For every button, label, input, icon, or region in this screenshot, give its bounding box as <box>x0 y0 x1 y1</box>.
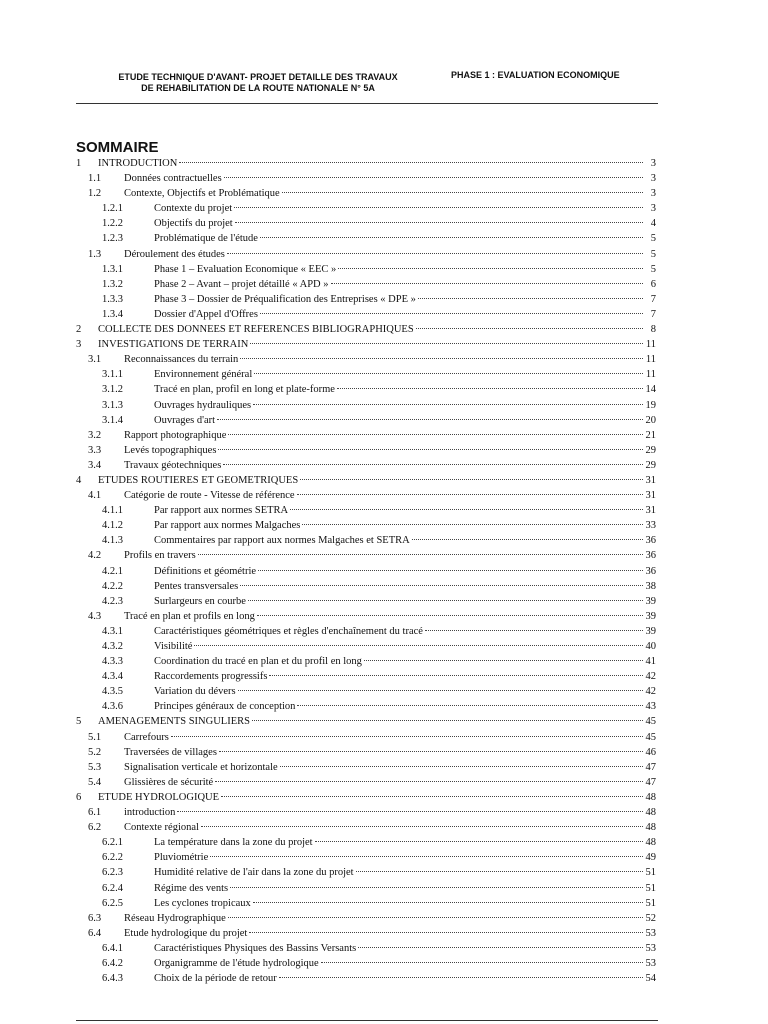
dot-leader <box>240 357 643 359</box>
toc-entry-label: ETUDES ROUTIERES ET GEOMETRIQUES <box>98 474 299 486</box>
toc-entry[interactable] <box>74 398 656 413</box>
toc-entry-number: 4 <box>76 474 82 486</box>
toc-entry[interactable] <box>74 624 656 639</box>
toc-entry-page: 53 <box>645 942 656 954</box>
toc-entry[interactable] <box>74 745 656 760</box>
dot-leader <box>194 644 643 646</box>
toc-entry[interactable] <box>74 820 656 835</box>
toc-entry-label: ETUDE HYDROLOGIQUE <box>98 791 220 803</box>
dot-leader <box>257 614 643 616</box>
toc-entry-number: 6 <box>76 791 82 803</box>
toc-entry[interactable] <box>74 699 656 714</box>
dot-leader <box>253 901 643 903</box>
toc-entry-label: Choix de la période de retour <box>154 973 277 985</box>
toc-entry-page: 45 <box>645 731 656 743</box>
toc-entry-label: Reconnaissances du terrain <box>124 354 239 366</box>
toc-entry-page: 48 <box>645 837 656 849</box>
toc-entry[interactable] <box>74 669 656 684</box>
header-rule <box>76 103 658 104</box>
toc-entry-page: 3 <box>650 188 656 200</box>
dot-leader <box>238 689 643 691</box>
toc-entry[interactable] <box>74 594 656 609</box>
toc-entry-label: INTRODUCTION <box>98 158 178 169</box>
toc-entry-page: 31 <box>645 474 656 486</box>
toc-entry-page: 46 <box>645 746 656 758</box>
toc-entry[interactable] <box>74 911 656 926</box>
dot-leader <box>230 886 643 888</box>
dot-leader <box>217 418 643 420</box>
toc-entry-label: Problématique de l'étude <box>154 233 258 245</box>
toc-entry[interactable] <box>74 186 656 201</box>
dot-leader <box>300 478 643 480</box>
toc-entry-number: 4.2.2 <box>102 580 123 592</box>
toc-entry-page: 53 <box>645 927 656 939</box>
toc-entry[interactable] <box>74 609 656 624</box>
toc-entry-label: Principes généraux de conception <box>154 701 296 713</box>
toc-entry-number: 6.4.1 <box>102 942 123 954</box>
toc-entry-page: 3 <box>650 203 656 215</box>
toc-entry[interactable] <box>74 292 656 307</box>
dot-leader <box>252 719 643 721</box>
toc-entry[interactable] <box>74 262 656 277</box>
toc-entry-number: 3.1.3 <box>102 399 123 411</box>
dot-leader <box>201 825 643 827</box>
toc-entry[interactable] <box>74 730 656 745</box>
toc-entry-number: 6.4.3 <box>102 973 123 985</box>
toc-entry[interactable] <box>74 247 656 262</box>
toc-entry[interactable] <box>74 488 656 503</box>
toc-entry-label: AMENAGEMENTS SINGULIERS <box>98 716 250 728</box>
toc-entry-page: 42 <box>645 671 656 683</box>
toc-entry-number: 1.1 <box>88 173 102 185</box>
toc-entry-number: 6.2 <box>88 822 102 834</box>
dot-leader <box>171 735 643 737</box>
toc-entry-label: Catégorie de route - Vitesse de référence <box>124 490 295 502</box>
toc-entry-label: Réseau Hydrographique <box>124 912 226 924</box>
toc-entry[interactable] <box>74 458 656 473</box>
toc-entry-label: Régime des vents <box>154 882 229 894</box>
toc-entry-label: Ouvrages d'art <box>154 414 216 426</box>
toc-entry-label: Environnement général <box>154 369 253 381</box>
toc-entry[interactable] <box>74 533 656 548</box>
toc-entry-number: 3.2 <box>88 429 102 441</box>
toc-entry-number: 6.4 <box>88 927 102 939</box>
toc-entry-label: Glissières de sécurité <box>124 776 214 788</box>
toc-entry[interactable] <box>74 896 656 911</box>
toc-entry-page: 39 <box>645 625 656 637</box>
toc-entry-number: 4.3.2 <box>102 641 123 652</box>
dot-leader <box>290 508 643 510</box>
document-title-line-2: DE REHABILITATION DE LA ROUTE NATIONALE N° 5A <box>141 83 375 93</box>
toc-entry[interactable] <box>74 443 656 458</box>
toc-entry-page: 43 <box>645 701 656 713</box>
dot-leader <box>221 795 643 797</box>
toc-entry-number: 3.1.1 <box>102 369 123 381</box>
toc-entry-label: Phase 2 – Avant – projet détaillé « APD » <box>154 278 329 290</box>
toc-entry-number: 4.2.1 <box>102 565 123 577</box>
dot-leader <box>248 599 643 601</box>
toc-entry[interactable] <box>74 790 656 805</box>
toc-entry-label: Etude hydrologique du projet <box>124 927 248 939</box>
toc-entry-label: Levés topographiques <box>124 444 217 456</box>
dot-leader <box>302 523 643 525</box>
toc-entry-number: 6.2.5 <box>102 897 123 909</box>
toc-entry-number: 6.2.2 <box>102 852 123 864</box>
toc-entry-number: 4.3.6 <box>102 701 123 713</box>
toc-entry-number: 4.1.3 <box>102 535 123 547</box>
toc-entry-page: 41 <box>645 656 656 668</box>
toc-entry-label: Contexte, Objectifs et Problématique <box>124 188 280 200</box>
toc-entry[interactable] <box>74 337 656 352</box>
toc-entry-page: 48 <box>645 807 656 819</box>
toc-entry-label: Objectifs du projet <box>154 218 233 230</box>
toc-entry-number: 1.2.3 <box>102 233 123 245</box>
dot-leader <box>358 946 643 948</box>
table-of-contents <box>74 156 656 986</box>
toc-entry-page: 48 <box>645 791 656 803</box>
toc-entry[interactable] <box>74 639 656 654</box>
toc-entry-label: Coordination du tracé en plan et du profil en long <box>154 656 362 668</box>
toc-entry-label: Rapport photographique <box>124 429 227 441</box>
dot-leader <box>254 372 643 374</box>
toc-entry-label: Phase 3 – Dossier de Préqualification des Entreprises « DPE » <box>154 293 416 305</box>
toc-entry-number: 3.1.4 <box>102 414 123 426</box>
toc-entry-page: 3 <box>650 173 656 185</box>
toc-entry[interactable] <box>74 941 656 956</box>
toc-entry-number: 3.4 <box>88 459 102 471</box>
toc-entry[interactable] <box>74 579 656 594</box>
toc-entry-page: 11 <box>645 339 656 351</box>
toc-entry[interactable] <box>74 277 656 292</box>
toc-entry-page: 11 <box>645 354 656 366</box>
toc-entry[interactable] <box>74 231 656 246</box>
toc-entry-number: 1 <box>76 158 82 169</box>
toc-entry-number: 3.1 <box>88 354 102 366</box>
dot-leader <box>234 206 643 208</box>
toc-entry-page: 51 <box>645 882 656 894</box>
toc-entry-number: 4.2.3 <box>102 595 123 607</box>
toc-entry-page: 48 <box>645 822 656 834</box>
toc-entry-label: Commentaires par rapport aux normes Malgaches et SETRA <box>154 535 410 547</box>
toc-entry-page: 45 <box>645 716 656 728</box>
toc-entry-number: 4.3.3 <box>102 656 123 668</box>
toc-entry-number: 4.1 <box>88 490 102 502</box>
toc-title: SOMMAIRE <box>76 139 159 156</box>
dot-leader <box>418 297 643 299</box>
toc-entry-label: La température dans la zone du projet <box>154 837 313 849</box>
dot-leader <box>297 704 643 706</box>
toc-entry-number: 1.2 <box>88 188 102 200</box>
toc-entry-page: 5 <box>650 263 656 275</box>
dot-leader <box>280 765 643 767</box>
toc-entry[interactable] <box>74 775 656 790</box>
dot-leader <box>282 191 643 193</box>
dot-leader <box>321 961 643 963</box>
toc-entry[interactable] <box>74 926 656 941</box>
toc-entry-label: Déroulement des études <box>124 248 225 260</box>
toc-entry-label: Variation du dévers <box>154 686 236 698</box>
toc-entry[interactable] <box>74 865 656 880</box>
toc-entry-number: 5.3 <box>88 761 102 773</box>
dot-leader <box>215 780 643 782</box>
dot-leader <box>297 493 643 495</box>
toc-entry-number: 4.2 <box>88 550 102 562</box>
toc-entry[interactable] <box>74 971 656 986</box>
dot-leader <box>338 267 643 269</box>
toc-entry[interactable] <box>74 156 656 171</box>
toc-entry[interactable] <box>74 714 656 729</box>
toc-entry[interactable] <box>74 307 656 322</box>
toc-entry-page: 14 <box>645 384 656 396</box>
dot-leader <box>235 221 643 223</box>
toc-entry-label: Raccordements progressifs <box>154 671 268 683</box>
toc-entry-label: Par rapport aux normes SETRA <box>154 505 289 517</box>
toc-entry[interactable] <box>74 428 656 443</box>
toc-entry-page: 54 <box>645 973 656 985</box>
toc-entry[interactable] <box>74 548 656 563</box>
toc-entry[interactable] <box>74 201 656 216</box>
dot-leader <box>331 282 644 284</box>
toc-entry-page: 39 <box>645 610 656 622</box>
toc-entry-page: 4 <box>650 218 656 230</box>
dot-leader <box>260 236 643 238</box>
toc-entry-number: 6.4.2 <box>102 957 123 969</box>
toc-entry-label: Carrefours <box>124 731 169 743</box>
toc-entry-page: 36 <box>645 550 656 562</box>
toc-entry-number: 4.1.1 <box>102 505 123 517</box>
toc-entry-label: Données contractuelles <box>124 173 222 185</box>
toc-entry-number: 3 <box>76 339 82 351</box>
document-title-line-1: ETUDE TECHNIQUE D'AVANT- PROJET DETAILLE DES TRAVAUX <box>118 72 398 82</box>
toc-entry-number: 6.2.3 <box>102 867 123 879</box>
toc-entry-page: 47 <box>645 776 656 788</box>
toc-entry-page: 53 <box>645 957 656 969</box>
dot-leader <box>260 312 643 314</box>
toc-entry-label: Dossier d'Appel d'Offres <box>154 308 258 320</box>
dot-leader <box>337 387 643 389</box>
toc-entry-page: 40 <box>645 641 656 652</box>
toc-entry-label: Phase 1 – Evaluation Economique « EEC » <box>154 263 337 275</box>
dot-leader <box>223 463 643 465</box>
toc-entry[interactable] <box>74 850 656 865</box>
dot-leader <box>249 931 643 933</box>
toc-entry[interactable] <box>74 881 656 896</box>
toc-entry-label: Tracé en plan et profils en long <box>124 610 255 622</box>
dot-leader <box>228 916 643 918</box>
toc-entry-label: INVESTIGATIONS DE TERRAIN <box>98 339 249 351</box>
toc-entry-number: 1.3.2 <box>102 278 123 290</box>
toc-entry[interactable] <box>74 473 656 488</box>
toc-entry-page: 21 <box>645 429 656 441</box>
toc-entry-number: 6.2.4 <box>102 882 123 894</box>
toc-entry[interactable] <box>74 518 656 533</box>
dot-leader <box>228 433 643 435</box>
toc-entry-page: 5 <box>650 248 656 260</box>
dot-leader <box>224 176 643 178</box>
toc-entry-page: 38 <box>645 580 656 592</box>
toc-entry-page: 36 <box>645 535 656 547</box>
toc-entry-label: Pentes transversales <box>154 580 239 592</box>
dot-leader <box>218 448 643 450</box>
toc-entry-label: Caractéristiques Physiques des Bassins Versants <box>154 942 357 954</box>
toc-entry-number: 2 <box>76 324 82 336</box>
dot-leader <box>250 342 643 344</box>
toc-entry-number: 6.2.1 <box>102 837 123 849</box>
toc-entry-label: Travaux géotechniques <box>124 459 222 471</box>
toc-entry[interactable] <box>74 654 656 669</box>
toc-entry-number: 4.3.4 <box>102 671 123 683</box>
toc-entry-label: Traversées de villages <box>124 746 217 758</box>
toc-entry-number: 4.1.2 <box>102 520 123 532</box>
dot-leader <box>315 840 643 842</box>
dot-leader <box>269 674 643 676</box>
toc-entry-number: 1.2.2 <box>102 218 123 230</box>
toc-entry-label: Visibilité <box>154 641 193 652</box>
toc-entry-page: 7 <box>650 293 656 305</box>
toc-entry-page: 11 <box>645 369 656 381</box>
toc-entry-page: 51 <box>645 897 656 909</box>
toc-entry-label: COLLECTE DES DONNEES ET REFERENCES BIBLIOGRAPHIQUES <box>98 324 414 336</box>
toc-entry[interactable] <box>74 352 656 367</box>
toc-entry-label: Signalisation verticale et horizontale <box>124 761 278 773</box>
toc-entry-number: 3.3 <box>88 444 102 456</box>
toc-entry-page: 31 <box>645 505 656 517</box>
toc-entry-label: Définitions et géométrie <box>154 565 257 577</box>
toc-entry-label: Pluviométrie <box>154 852 209 864</box>
toc-entry-label: Humidité relative de l'air dans la zone du projet <box>154 867 354 879</box>
toc-entry[interactable] <box>74 367 656 382</box>
dot-leader <box>240 584 643 586</box>
toc-entry-page: 42 <box>645 686 656 698</box>
phase-label: PHASE 1 : EVALUATION ECONOMIQUE <box>451 70 620 80</box>
toc-entry-label: Surlargeurs en courbe <box>154 595 246 607</box>
toc-entry-label: Ouvrages hydrauliques <box>154 399 252 411</box>
toc-entry-number: 1.3.3 <box>102 293 123 305</box>
toc-entry-label: Les cyclones tropicaux <box>154 897 251 909</box>
dot-leader <box>210 855 643 857</box>
footer-rule <box>76 1020 658 1021</box>
toc-entry-page: 47 <box>645 761 656 773</box>
toc-entry-page: 6 <box>650 278 656 290</box>
toc-entry-number: 1.3 <box>88 248 102 260</box>
dot-leader <box>253 403 643 405</box>
toc-entry-page: 33 <box>645 520 656 532</box>
toc-entry-page: 8 <box>650 324 656 336</box>
toc-entry-number: 4.3 <box>88 610 102 622</box>
dot-leader <box>227 252 643 254</box>
toc-entry-number: 1.3.1 <box>102 263 123 275</box>
toc-entry-page: 36 <box>645 565 656 577</box>
toc-entry[interactable] <box>74 382 656 397</box>
toc-entry-label: Profils en travers <box>124 550 196 562</box>
toc-entry-number: 5.1 <box>88 731 102 743</box>
dot-leader <box>258 569 643 571</box>
toc-entry-number: 5.4 <box>88 776 102 788</box>
toc-entry[interactable] <box>74 413 656 428</box>
toc-entry[interactable] <box>74 322 656 337</box>
toc-entry-page: 5 <box>650 233 656 245</box>
toc-entry-number: 1.3.4 <box>102 308 123 320</box>
toc-entry-page: 49 <box>645 852 656 864</box>
dot-leader <box>412 538 643 540</box>
toc-entry[interactable] <box>74 564 656 579</box>
toc-entry-label: Contexte régional <box>124 822 199 834</box>
dot-leader <box>179 161 643 163</box>
toc-entry-label: Par rapport aux normes Malgaches <box>154 520 301 532</box>
dot-leader <box>356 870 643 872</box>
page-header <box>78 70 656 104</box>
toc-entry-number: 3.1.2 <box>102 384 123 396</box>
dot-leader <box>279 976 643 978</box>
toc-entry-number: 1.2.1 <box>102 203 123 215</box>
toc-entry-label: Caractéristiques géométriques et règles d'enchaînement du tracé <box>154 625 423 637</box>
toc-entry-page: 29 <box>645 459 656 471</box>
dot-leader <box>425 629 643 631</box>
toc-entry-page: 39 <box>645 595 656 607</box>
toc-entry-page: 29 <box>645 444 656 456</box>
toc-entry-number: 6.1 <box>88 807 102 819</box>
toc-entry-number: 5 <box>76 716 82 728</box>
dot-leader <box>177 810 643 812</box>
toc-entry-page: 19 <box>645 399 656 411</box>
toc-entry-page: 52 <box>645 912 656 924</box>
dot-leader <box>364 659 643 661</box>
toc-entry[interactable] <box>74 835 656 850</box>
toc-entry-label: Contexte du projet <box>154 203 233 215</box>
toc-entry-page: 7 <box>650 308 656 320</box>
toc-entry[interactable] <box>74 216 656 231</box>
toc-entry-page: 31 <box>645 490 656 502</box>
toc-entry[interactable] <box>74 805 656 820</box>
toc-entry[interactable] <box>74 503 656 518</box>
toc-entry-page: 3 <box>650 158 656 169</box>
dot-leader <box>198 553 643 555</box>
document-title <box>78 72 438 94</box>
toc-entry[interactable] <box>74 684 656 699</box>
toc-entry[interactable] <box>74 956 656 971</box>
toc-entry-label: introduction <box>124 807 176 819</box>
dot-leader <box>416 327 643 329</box>
toc-entry-number: 6.3 <box>88 912 102 924</box>
toc-entry-label: Tracé en plan, profil en long et plate-forme <box>154 384 335 396</box>
toc-entry-number: 5.2 <box>88 746 102 758</box>
toc-entry[interactable] <box>74 760 656 775</box>
toc-entry-number: 4.3.1 <box>102 625 123 637</box>
toc-entry-label: Organigramme de l'étude hydrologique <box>154 957 319 969</box>
toc-entry-page: 51 <box>645 867 656 879</box>
dot-leader <box>219 750 643 752</box>
toc-entry[interactable] <box>74 171 656 186</box>
toc-entry-page: 20 <box>645 414 656 426</box>
toc-entry-number: 4.3.5 <box>102 686 123 698</box>
